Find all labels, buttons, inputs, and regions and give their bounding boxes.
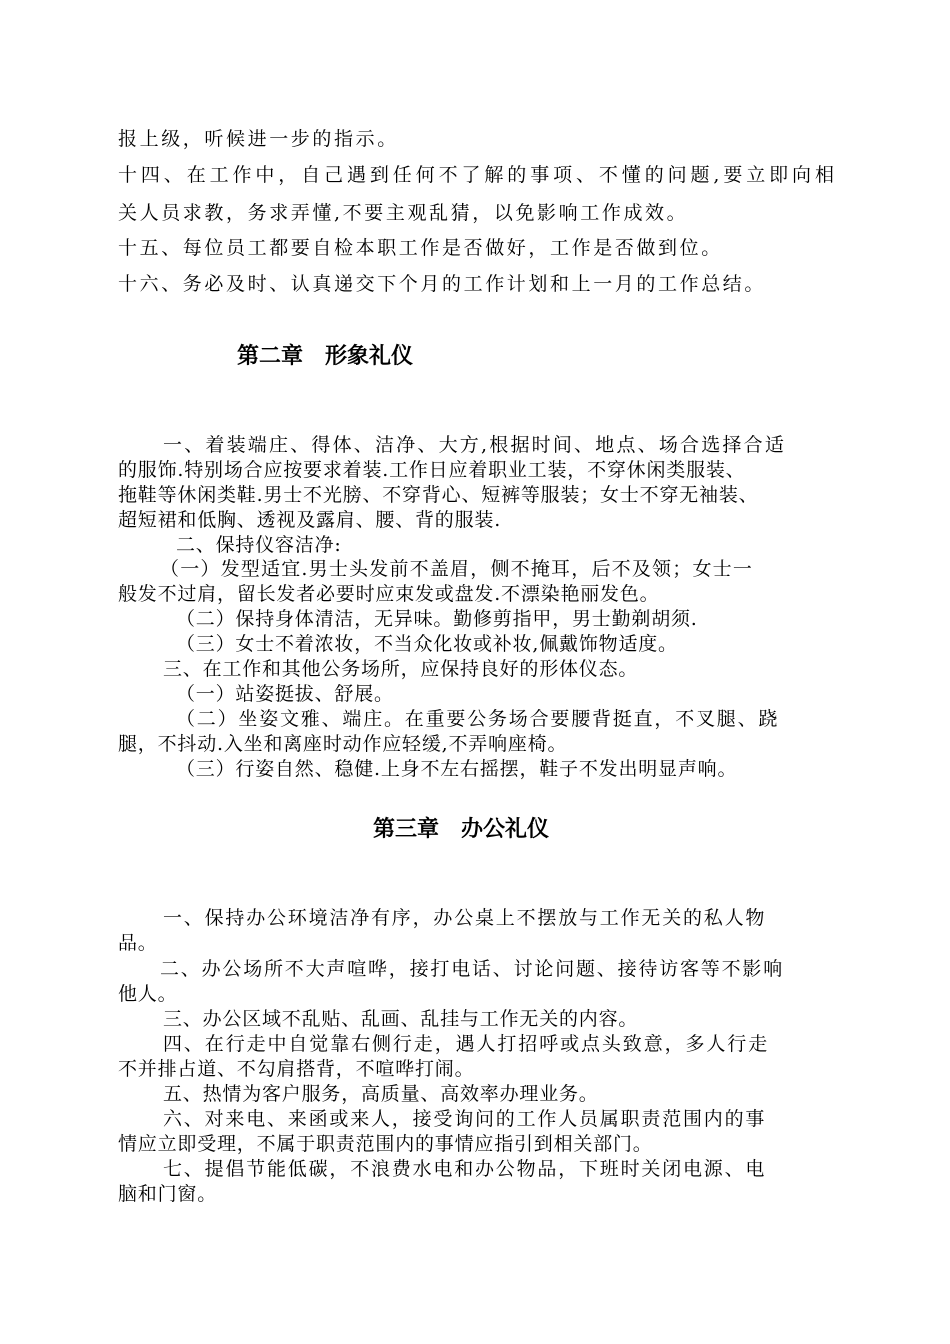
paragraph-line: 他人。 <box>118 983 178 1005</box>
chapter-title: 第二章 形象礼仪 <box>237 344 414 369</box>
paragraph-line: 情应立即受理，不属于职责范围内的事情应指引到相关部门。 <box>118 1133 653 1155</box>
paragraph-line: 关人员求教，务求弄懂,不要主观乱猜，以免影响工作成效。 <box>118 202 689 224</box>
paragraph-line: 七、提倡节能低碳，不浪费水电和办公物品，下班时关闭电源、电 <box>163 1158 767 1180</box>
paragraph-line: 六、对来电、来函或来人，接受询问的工作人员属职责范围内的事 <box>163 1108 767 1130</box>
paragraph-line: （一）发型适宜.男士头发前不盖眉，侧不掩耳，后不及领；女士一 <box>160 558 754 580</box>
chapter-title: 第三章 办公礼仪 <box>373 817 550 842</box>
paragraph-line: 腿，不抖动.入坐和离座时动作应轻缓,不弄响座椅。 <box>118 733 568 755</box>
paragraph-line: 二、保持仪容洁净: <box>176 534 342 556</box>
paragraph-line: 超短裙和低胸、透视及露肩、腰、背的服装. <box>118 509 502 531</box>
paragraph-line: 不并排占道、不勾肩搭背，不喧哗打闹。 <box>118 1058 475 1080</box>
paragraph-line: 三、在工作和其他公务场所，应保持良好的形体仪态。 <box>163 658 639 680</box>
paragraph-line: 十四、在工作中，自己遇到任何不了解的事项、不懂的问题,要立即向相 <box>118 164 838 186</box>
paragraph-line: （二）保持身体清洁，无异味。勤修剪指甲，男士勤剃胡须. <box>176 608 698 630</box>
paragraph-line: 一、着装端庄、得体、洁净、大方,根据时间、地点、场合选择合适 <box>163 434 787 456</box>
paragraph-line: 脑和门窗。 <box>118 1183 218 1205</box>
paragraph-line: 三、办公区域不乱贴、乱画、乱挂与工作无关的内容。 <box>163 1008 639 1030</box>
paragraph-line: 二、办公场所不大声喧哗，接打电话、讨论问题、接待访客等不影响 <box>160 958 785 980</box>
paragraph-line: 十五、每位员工都要自检本职工作是否做好，工作是否做到位。 <box>118 237 723 259</box>
paragraph-line: 拖鞋等休闲类鞋.男士不光膀、不穿背心、短裤等服装；女士不穿无袖装、 <box>118 484 759 506</box>
paragraph-line: （三）女士不着浓妆，不当众化妆或补妆,佩戴饰物适度。 <box>176 633 678 655</box>
paragraph-line: 一、保持办公环境洁净有序，办公桌上不摆放与工作无关的私人物 <box>163 907 767 929</box>
paragraph-line: 的服饰.特别场合应按要求着装.工作日应着职业工装，不穿休闲类服装、 <box>118 459 746 481</box>
paragraph-line: （三）行姿自然、稳健.上身不左右摇摆，鞋子不发出明显声响。 <box>176 758 738 780</box>
paragraph-line: 般发不过肩，留长发者必要时应束发或盘发.不漂染艳丽发色。 <box>118 583 660 605</box>
paragraph-line: （一）站姿挺拔、舒展。 <box>176 683 394 705</box>
paragraph-line: 十六、务必及时、认真递交下个月的工作计划和上一月的工作总结。 <box>118 273 767 295</box>
paragraph-line: 报上级，听候进一步的指示。 <box>118 128 399 150</box>
paragraph-line: 五、热情为客户服务，高质量、高效率办理业务。 <box>163 1083 599 1105</box>
paragraph-line: 品。 <box>118 932 158 954</box>
paragraph-line: 四、在行走中自觉靠右侧行走，遇人打招呼或点头致意，多人行走 <box>163 1033 770 1055</box>
paragraph-line: （二）坐姿文雅、端庄。在重要公务场合要腰背挺直，不叉腿、跷 <box>176 708 780 730</box>
